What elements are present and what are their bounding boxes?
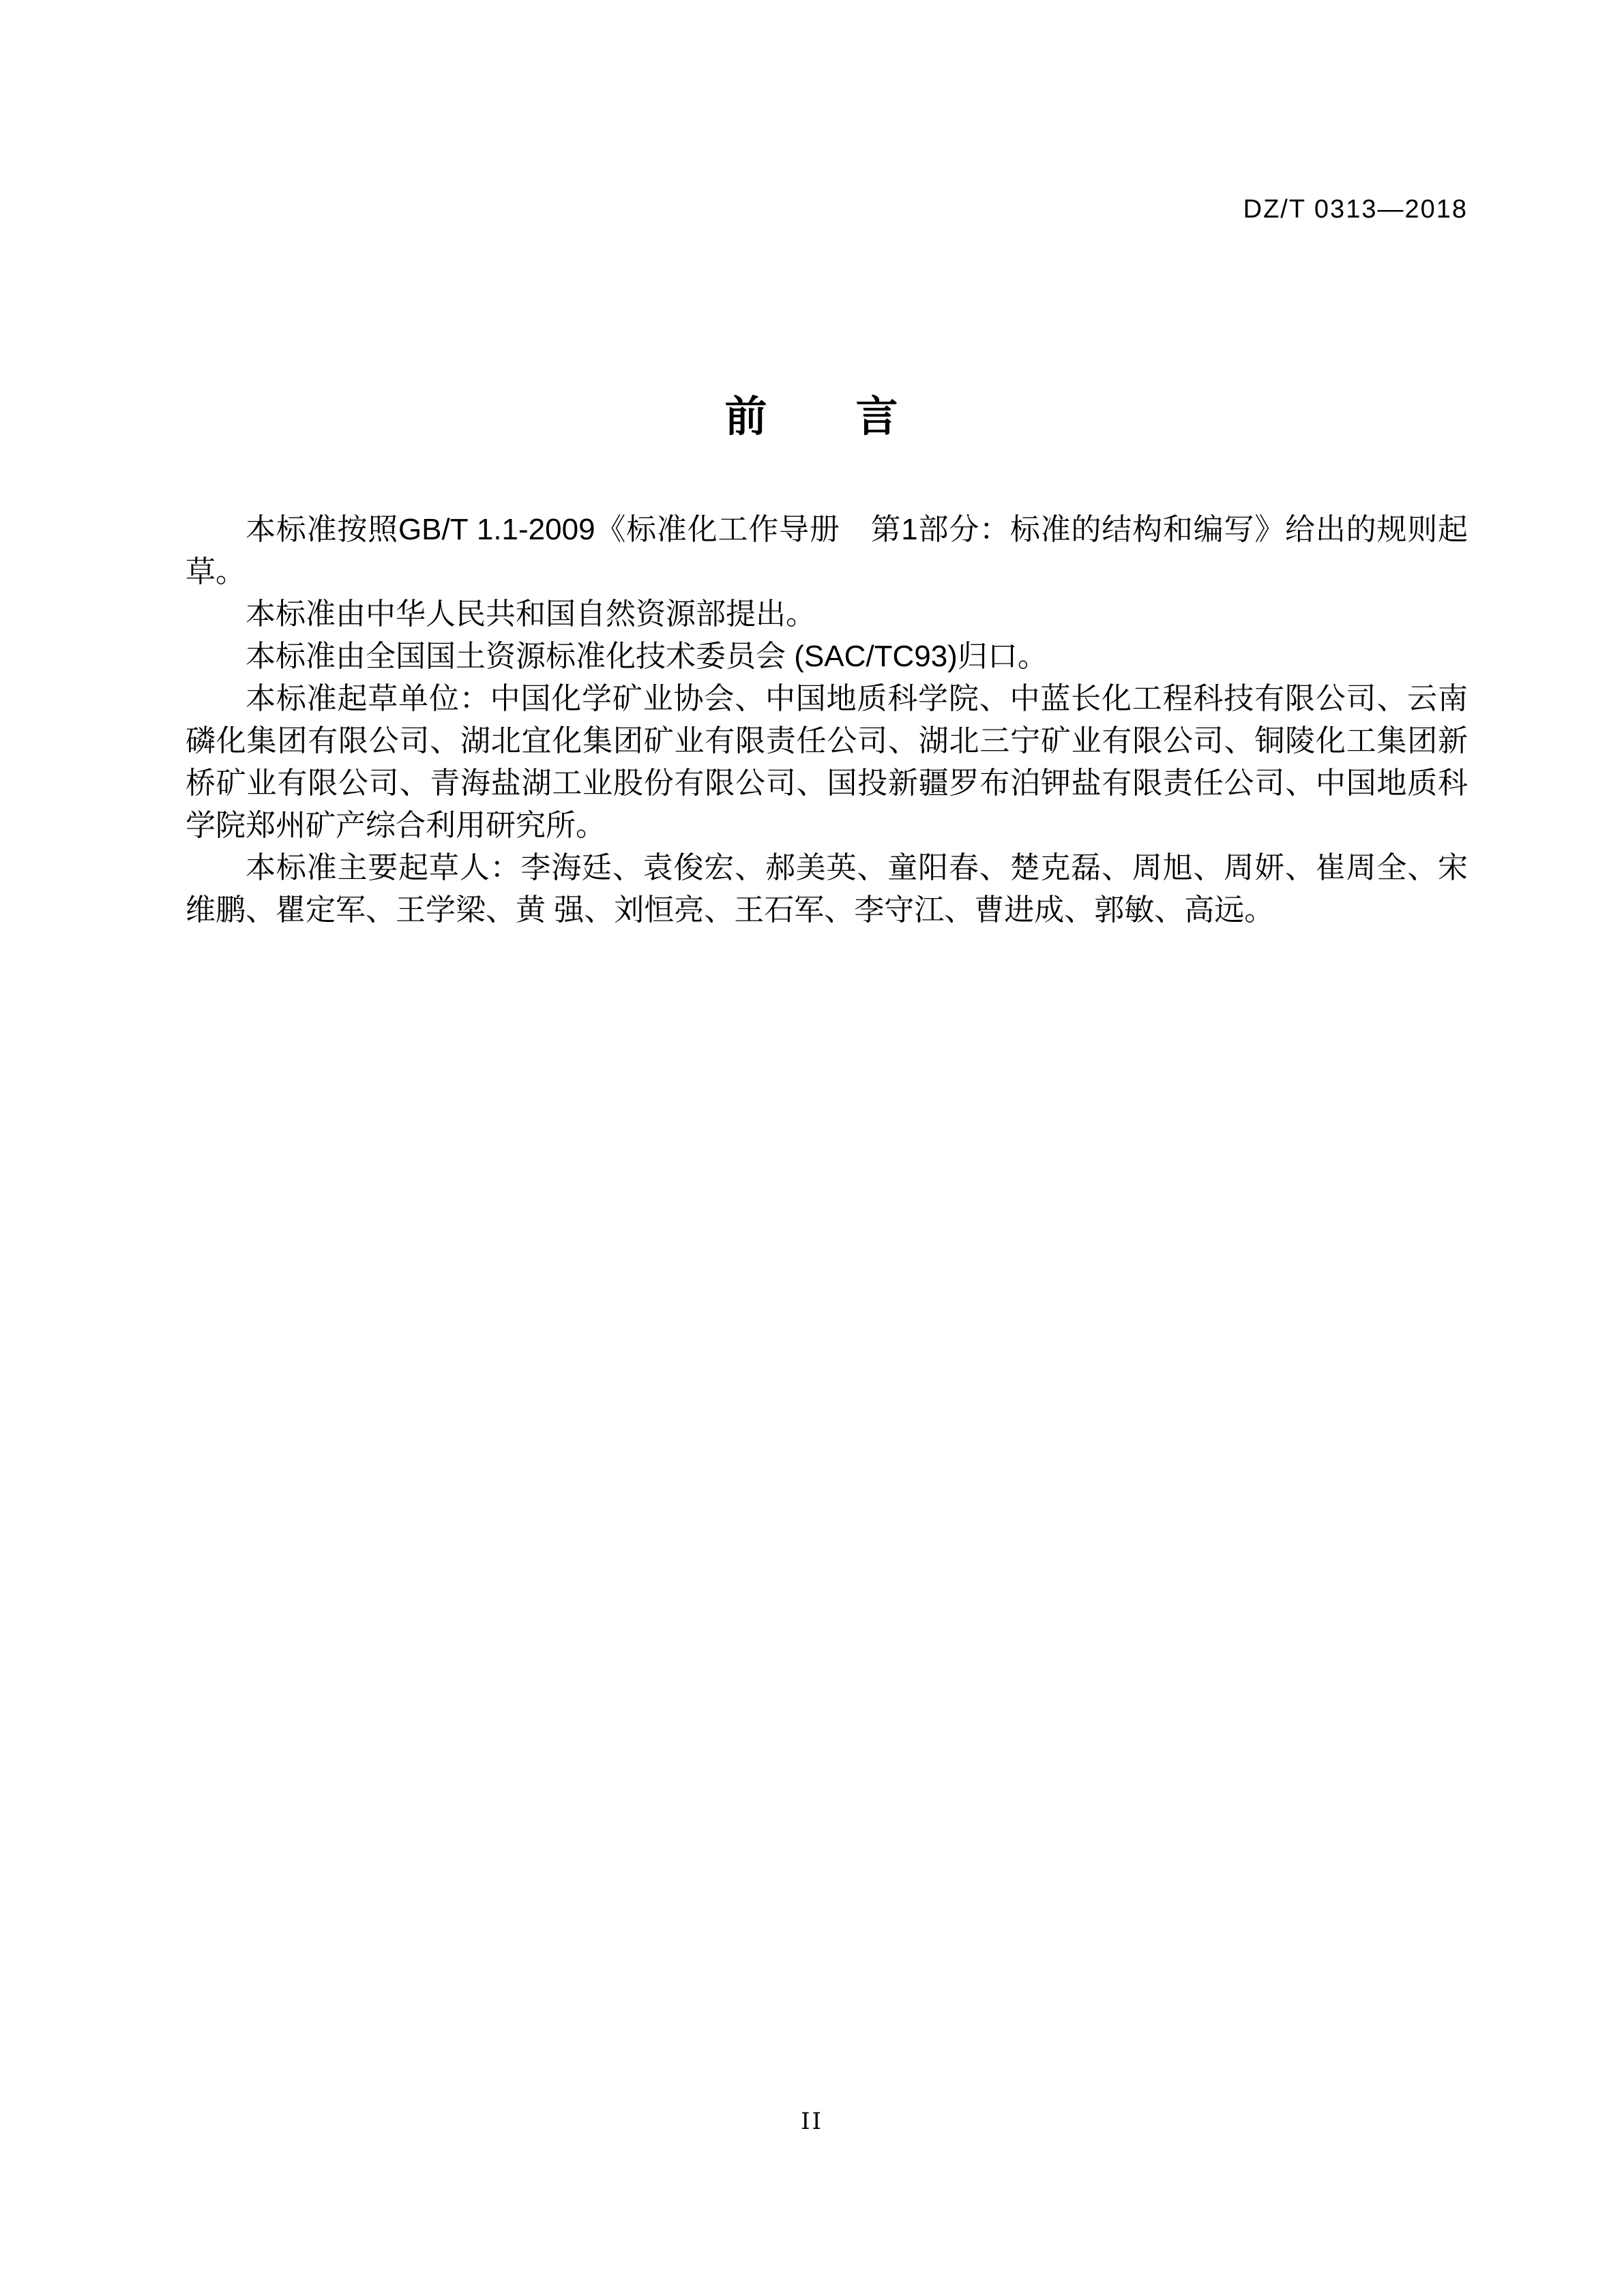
paragraph-drafting-rules: 本标准按照GB/T 1.1-2009《标准化工作导册 第1部分：标准的结构和编写》给出的规则起草。	[186, 513, 1468, 588]
standard-number-header: DZ/T 0313—2018	[1243, 195, 1468, 224]
paragraph-main-drafters: 本标准主要起草人：李海廷、袁俊宏、郝美英、童阳春、楚克磊、周旭、周妍、崔周全、宋维鹏、瞿定军、王学梁、黄 强、刘恒亮、王石军、李守江、曹进成、郭敏、高远。	[186, 851, 1468, 927]
page-number: II	[801, 2108, 823, 2135]
paragraph-drafting-organizations: 本标准起草单位：中国化学矿业协会、中国地质科学院、中蓝长化工程科技有限公司、云南磷化集团有限公司、湖北宜化集团矿业有限责任公司、湖北三宁矿业有限公司、铜陵化工集团新桥矿业有限公司、青海盐湖工业股份有限公司、国投新疆罗布泊钾盐有限责任公司、中国地质科学院郑州矿产综合利用研究所。	[186, 682, 1468, 842]
foreword-body	[186, 509, 1468, 931]
foreword-title: 前 言	[724, 393, 900, 441]
paragraph-proposed-by: 本标准由中华人民共和国自然资源部提出。	[246, 597, 816, 631]
paragraph-centralized-by: 本标准由全国国土资源标准化技术委员会 (SAC/TC93)归口。	[246, 640, 1048, 673]
